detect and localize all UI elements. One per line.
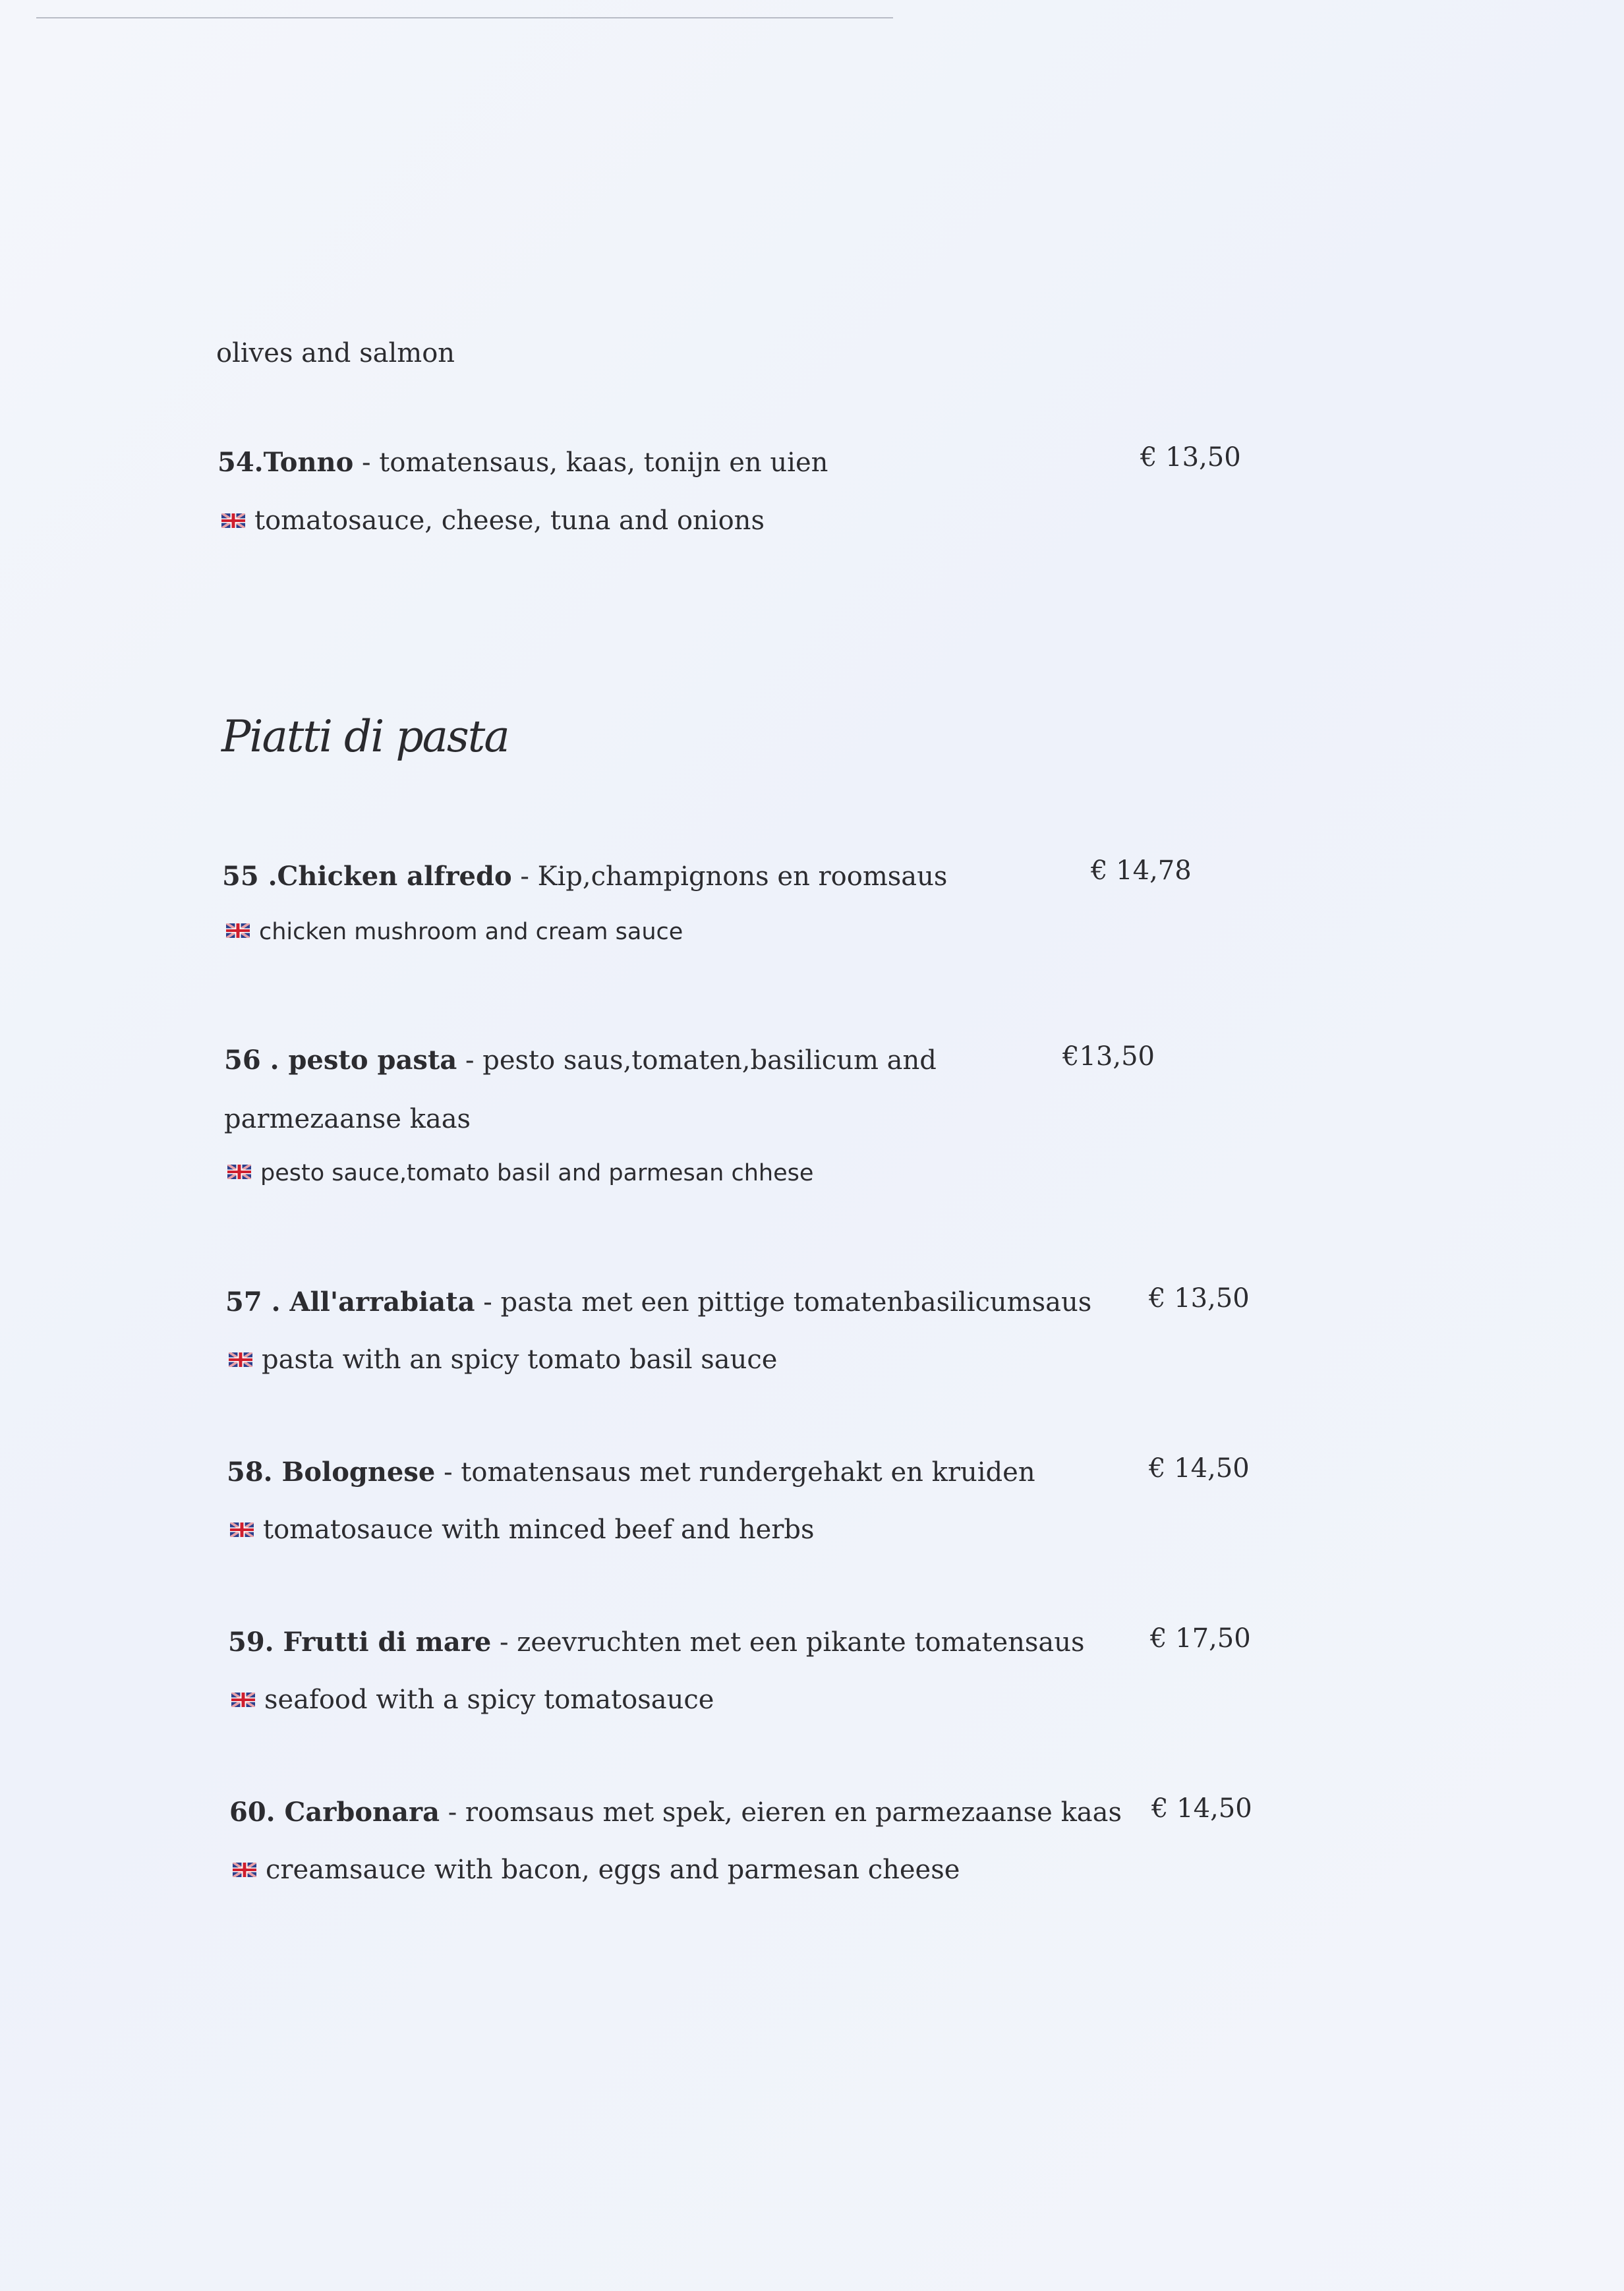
- uk-flag-icon: [231, 1693, 255, 1707]
- item-number: 57 .: [225, 1287, 290, 1318]
- uk-flag-icon: [233, 1863, 256, 1877]
- item-number: 59.: [228, 1627, 283, 1658]
- item-name: Frutti di mare: [283, 1627, 492, 1658]
- item-price: € 13,50: [1140, 442, 1241, 473]
- item-name: Bolognese: [281, 1457, 436, 1488]
- menu-item-60: [229, 1797, 1122, 1828]
- item-name: Carbonara: [284, 1797, 440, 1828]
- item-price: € 14,50: [1151, 1793, 1252, 1824]
- menu-item-58: [227, 1457, 1035, 1488]
- item-english: pasta with an spicy tomato basil sauce: [229, 1344, 777, 1376]
- item-name: Chicken alfredo: [277, 861, 512, 892]
- item-english: seafood with a spicy tomatosauce: [231, 1684, 714, 1716]
- item-name: Tonno: [263, 447, 354, 478]
- menu-item-59: [228, 1627, 1085, 1658]
- menu-item-55: [222, 861, 947, 892]
- uk-flag-icon: [229, 1352, 252, 1367]
- item-price: € 17,50: [1150, 1623, 1251, 1654]
- item-number: 58.: [227, 1457, 282, 1488]
- item-english: tomatosauce, cheese, tuna and onions: [221, 505, 765, 536]
- item-description: - pesto saus,tomaten,basilicum and: [457, 1045, 937, 1076]
- item-number: 55 .: [222, 861, 277, 892]
- item-price: € 14,50: [1149, 1453, 1250, 1484]
- item-description: - zeevruchten met een pikante tomatensaus: [491, 1627, 1085, 1658]
- item-english: creamsauce with bacon, eggs and parmesan cheese: [233, 1854, 960, 1886]
- top-rule: [36, 17, 893, 18]
- item-name: pesto pasta: [288, 1045, 457, 1076]
- item-price: € 13,50: [1149, 1283, 1250, 1314]
- item-english: pesto sauce,tomato basil and parmesan chhese: [227, 1157, 813, 1189]
- intro-line: olives and salmon: [216, 338, 455, 368]
- item-name: All'arrabiata: [289, 1287, 475, 1318]
- item-price: € 14,78: [1091, 856, 1192, 886]
- item-description: - tomatensaus met rundergehakt en kruiden: [435, 1457, 1035, 1488]
- item-number: 54.: [218, 447, 264, 478]
- item-description-continued: parmezaanse kaas: [224, 1104, 471, 1134]
- uk-flag-icon: [227, 1165, 251, 1179]
- item-number: 56 .: [224, 1045, 289, 1076]
- uk-flag-icon: [221, 513, 245, 528]
- item-description: - Kip,champignons en roomsaus: [511, 861, 948, 892]
- menu-item-57: [225, 1287, 1091, 1318]
- item-price: €13,50: [1062, 1041, 1155, 1072]
- item-description: - pasta met een pittige tomatenbasilicumsaus: [475, 1287, 1092, 1318]
- item-number: 60.: [229, 1797, 285, 1828]
- menu-item-54: [218, 447, 828, 478]
- item-description: - tomatensaus, kaas, tonijn en uien: [353, 448, 828, 478]
- item-description: - roomsaus met spek, eieren en parmezaanse kaas: [439, 1797, 1122, 1828]
- menu-item-56: [224, 1045, 937, 1076]
- item-english: chicken mushroom and cream sauce: [226, 916, 683, 948]
- uk-flag-icon: [230, 1522, 254, 1537]
- uk-flag-icon: [226, 923, 250, 938]
- section-title: Piatti di pasta: [221, 711, 509, 762]
- item-english: tomatosauce with minced beef and herbs: [230, 1514, 815, 1546]
